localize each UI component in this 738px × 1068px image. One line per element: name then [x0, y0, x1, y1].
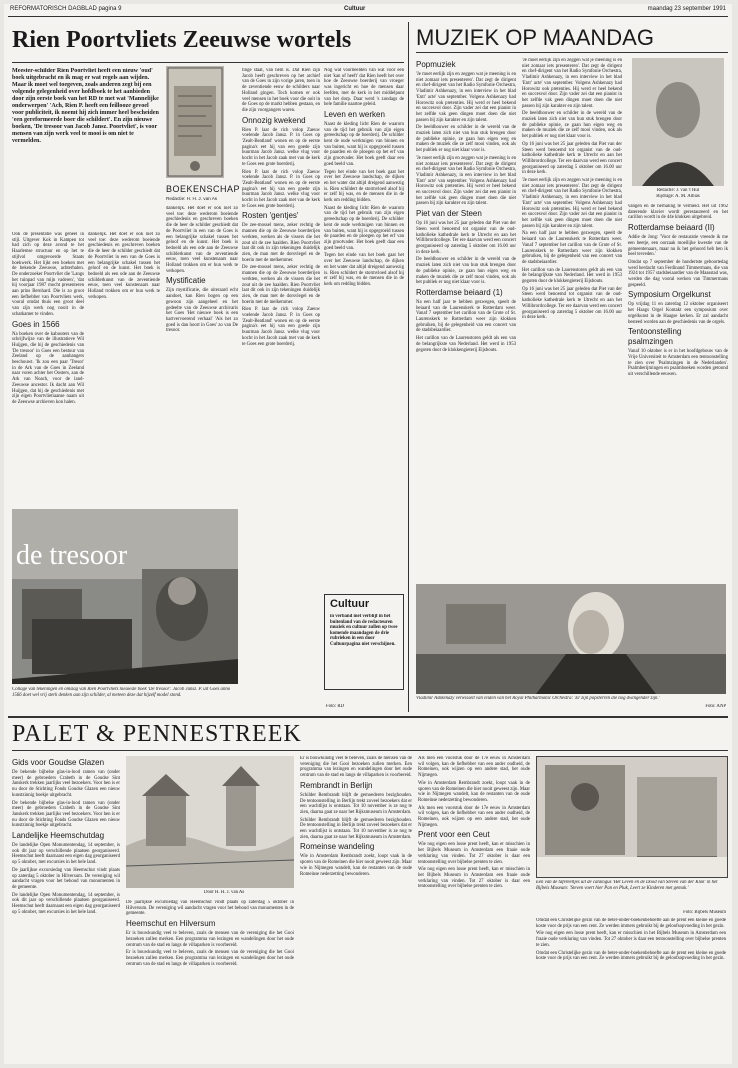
bible-print-credit: Foto: Bijbels Museum [683, 910, 726, 915]
ashkenazy-credit: Foto: ANP [705, 704, 726, 709]
muziek-column-1: Popmuziek 'Je moet eerlijk zijn en zeggen wat je meening is en niet zomaar iets presenteren'. Dat zegt de dirigent en chef-dirigent van het Radio Symfonie Orchestra, Vladimir Ashkenazy, in een interview in het blad 'Entr' acte' van september. Volgens Ashkenazy had Horowitz ook pretenties. Hij werd er heel bekend en succesvol door. Zijn vader zei dat een pianist in het zelfde vak geen dingen moet doen die niet passen bij zijn karakter en zijn talent. De beeldhouwer en schilder in de wereld van de muziek laten zich niet van hun stuk brengen door de publieke opinie, ze gaan hun eigen weg en maken de muziek die ze zelf mooi vinden, ook als het publiek er nog niet klaar voor is. 'Je moet eerlijk zijn en zeggen wat je meening is en niet zomaar iets presenteren'. Dat zegt de dirigent en chef-dirigent van het Radio Symfonie Orchestra, Vladimir Ashkenazy, in een interview in het blad 'Entr' acte' van september. Volgens Ashkenazy had Horowitz ook pretenties. Hij werd er heel bekend en succesvol door. Zijn vader zei dat een pianist in het zelfde vak geen dingen moet doen die niet passen bij zijn karakter en zijn talent. Piet van der Steen Op 16 juni was het 25 jaar geleden dat Piet van der Steen werd benoemd tot organist van de oud-katholieke kathedrale kerk te Utrecht en aan het Willibrordcollege. Ter ere daarvan werd een concert georganiseerd op zaterdag 5 oktober om 16.00 uur in deze kerk. De beeldhouwer en schilder in de wereld van de muziek laten zich niet van hun stuk brengen door de publieke opinie, ze gaan hun eigen weg en maken de muziek die ze zelf mooi vinden, ook als het publiek er nog niet klaar voor is. Rotterdamse beiaard (1) Na een half jaar te hebben gezwegen, speelt de beiaard van de Laurenskerk te Rotterdam weer. Vanaf 7 september het carillon van de Grote of St. Laurenskerk te Rotterdam weer zijn klokken gebruiken, bij de gelegenheid van een concert van de stadsbeiaardier. Het carillon van de Laurenstoren geldt als een van de belangrijkste van Nederland. Het werd in 1953 gegoten door de klokkengieterij Eijsbouts. [416, 60, 516, 353]
palet-column-5: Omdat een Christelijke gezin van de beter-onder-boekenbehoefte aan de prent een kleine en goede koste voor de prijs van een cent. Ze werden immers gebruikt bij de geloofsopvoeding in het gezin. Wie nog eigen een losse prent heeft, kan er misschien in het Bijbels Museum in Amsterdam een fraaie oude verklaring van vinden. Tot 27 oktober is daar een tentoonstelling over bijbelse prenten te zien. Omdat een Christelijke gezin van de beter-onder-boekenbehoefte aan de prent een kleine en goede koste voor de prijs van een cent. Ze werden immers gebruikt bij de geloofsopvoeding in het gezin. [536, 918, 726, 962]
muziek-editor: Redactie: J. van 't Hul [656, 188, 700, 193]
bible-print-caption: Een van de tafereeltjes uit de catalogus 'Het Leven en de Dood van Steven van der Klok' in het Bijbels Museum: 'Steven voert hier Pan en Pluk, Leert ze Kinderen met gemak.' [536, 880, 718, 891]
section-label: Cultuur [344, 6, 366, 12]
palet-column-4: Als men een voorstuk door de 17e eeuw in Amsterdam wil volgen, kan de liefhebber van een ander oudheid, de Romeinen, ook wijzen op een andere stad, het oude Nijmegen. Wie in Amsterdam Rembrandt zoekt, loopt vaak in de sporen van de Romeinen die hier nooit geweest zijn. Maar wie in Nijmegen wandelt, kan de restanten van de oude Romeinse nederzetting bewonderen. Als men een voorstuk door de 17e eeuw in Amsterdam wil volgen, kan de liefhebber van een ander oudheid, de Romeinen, ook wijzen op een andere stad, het oude Nijmegen. Prent voor een Ceut Wie nog eigen een losse prent heeft, kan er misschien in het Bijbels Museum in Amsterdam een fraaie oude verklaring van vinden. Tot 27 oktober is daar een tentoonstelling over bijbelse prenten te zien. Wie nog eigen een losse prent heeft, kan er misschien in het Bijbels Museum in Amsterdam een fraaie oude verklaring van vinden. Tot 27 oktober is daar een tentoonstelling over bijbelse prenten te zien. [418, 756, 530, 890]
muziek-contributor: Bijdrage: A. M. Albias [656, 194, 700, 199]
palet-rule [12, 750, 728, 751]
article-column-3: dankelijk. Het doet er ook niet zo veel toe: deze wederom boeiende geschiedenis en geschreven boeken die de heer de schilder geschiedt dat de Poortvliet in een van de Goes is een belangrijke schakel tussen het geloof en de kunst. Het boek is bedoeld als een ode aan de Zeeuwse schilderkunst van de zeventiende eeuw, toen veel kunstenaars naar Holland trokken om er hun werk te verkopen. Mystificatie Zijn mystificatie, die uiteraard echt aandoet, kan Rien bogen op een gewoon zijn aangeheel en het gedeelte van de Zeeuwse archivaris het Goes 'Het nieuwe boek is een hartvervoerend verhaal' 'Als het zo goed is dan hoort in Goes' zo van De tresoor. [166, 206, 238, 334]
article-column-2: dankelijk. Het doet er ook niet zo veel toe: deze wederom boeiende geschiedenis en geschreven boeken die de heer de schilder geschiedt dat de Poortvliet in een van de Goes is een belangrijke schakel tussen het geloof en de kunst. Het boek is bedoeld als een ode aan de Zeeuwse schilderkunst van de zeventiende eeuw, toen veel kunstenaars naar Holland trokken om er hun werk te verkopen. [88, 232, 160, 300]
palet-column-2: De jaarlijkse excursiedag van Heemschut vindt plaats op zaterdag 5 oktober in Hilversum. De vereniging wil aandacht vragen voor het behoud van monumenten in de gemeente. Heemschut en Hilversum Er is bouwkundig veel te beleven, zoals de mensen van de vereniging die het Gooi bezoeken zullen merken. Een programma van lezingen en wandelingen door het oude centrum van de stad en langs de villaparken is voorbereid. Er is bouwkundig veel te beleven, zoals de mensen van de vereniging die het Gooi bezoeken zullen merken. Een programma van lezingen en wandelingen door het oude centrum van de stad en langs de villaparken is voorbereid. [126, 900, 294, 967]
page-date: maandag 23 september 1991 [647, 6, 726, 12]
article-headline: Rien Poortvliets Zeeuwse wortels [12, 27, 352, 53]
notice-title: Cultuur [330, 598, 370, 610]
tresoor-title-overlay: de tresoor [16, 540, 128, 571]
ashkenazy-photo [416, 584, 726, 694]
ashkenazy-caption: Vladimir Ashkenazy verwisselt van leiden van het Royal Philharmonic Orchestra: 'Er zijn popsterren die nog dwingender zijn.' [416, 696, 660, 701]
article-lead: Meester-schilder Rien Poortvliet heeft een nieuw 'oud' boek uitgebracht en ik mag er wat regels aan wijden. Maar ik moet wel toegeven, zoals anderen zegt bij een volgende gelegenheid over hofdboek te het aanbieden door zijn eerste boek van het RD te met wat 'Mannelijke onderwerpen' 'Ach, Rien P. heeft een feillooze gevoel voor publiciteit, ik noemt hij zich immer heel bescheiden 'een gereformeerde boer die schildert'. En zijn nieuwe boeken, 'De tresoor van Jacob Jansz. Poortvliet', is voor mensen van zijn werk veel te mooi is om niet te vermelden. [12, 68, 159, 144]
landscape-drawing [126, 756, 294, 888]
boekenschap-label: BOEKENSCHAP [166, 184, 241, 194]
column-divider [408, 22, 409, 712]
muziek-column-2: 'Je moet eerlijk zijn en zeggen wat je meening is en niet zomaar iets presenteren'. Dat zegt de dirigent en chef-dirigent van het Radio Symfonie Orchestra, Vladimir Ashkenazy, in een interview in het blad 'Entr' acte' van september. Volgens Ashkenazy had Horowitz ook pretenties. Hij werd er heel bekend en succesvol door. Zijn vader zei dat een pianist in het zelfde vak geen dingen moet doen die niet passen bij zijn karakter en zijn talent. De beeldhouwer en schilder in de wereld van de muziek laten zich niet van hun stuk brengen door de publieke opinie, ze gaan hun eigen weg en maken de muziek die ze zelf mooi vinden, ook als het publiek er nog niet klaar voor is. Op 16 juni was het 25 jaar geleden dat Piet van der Steen werd benoemd tot organist van de oud-katholieke kathedrale kerk te Utrecht en aan het Willibrordcollege. Ter ere daarvan werd een concert georganiseerd op zaterdag 5 oktober om 16.00 uur in deze kerk. 'Je moet eerlijk zijn en zeggen wat je meening is en niet zomaar iets presenteren'. Dat zegt de dirigent en chef-dirigent van het Radio Symfonie Orchestra, Vladimir Ashkenazy, in een interview in het blad 'Entr' acte' van september. Volgens Ashkenazy had Horowitz ook pretenties. Hij werd er heel bekend en succesvol door. Zijn vader zei dat een pianist in het zelfde vak geen dingen moet doen die niet passen bij zijn karakter en zijn talent. Na een half jaar te hebben gezwegen, speelt de beiaard van de Laurenskerk te Rotterdam weer. Vanaf 7 september het carillon van de Grote of St. Laurenskerk te Rotterdam weer zijn klokken gebruiken, bij de gelegenheid van een concert van de stadsbeiaardier. Het carillon van de Laurenstoren geldt als een van de belangrijkste van Nederland. Het werd in 1953 gegoten door de klokkengieterij Eijsbouts. Op 16 juni was het 25 jaar geleden dat Piet van der Steen werd benoemd tot organist van de oud-katholieke kathedrale kerk te Utrecht en aan het Willibrordcollege. Ter ere daarvan werd een concert georganiseerd op zaterdag 5 oktober om 16.00 uur in deze kerk. [522, 58, 622, 321]
section-rule [8, 716, 728, 718]
collage-credit: Foto: RD [326, 704, 344, 709]
headline-rule [12, 62, 404, 63]
article-column-4: tinge staat, van hem is. Dat Rien zijn Jacob heeft geschreven op het archief van de Goes in zijn vorige jaren, toen in de zeventiende eeuw de schilders naar Holland gingen. Toch komen er ook veel mensen in het boek voor die ooit in de Goes op de markt hebben gestaan, en die zijn voorgangers waren. Onnozig kwekend Rien P. laat de rich volop Zaeuw voelende Jacob Jansz. P. in Goes op 'Zealt-Beatland' wonen en op de eerste pagina's eet hij van een goede zijn buurman Jacob Jansz. welke vlug voor kocht in het Jacob zaak met van de kerk te Goes een grote boerderij. Rien P. laat de rich volop Zaeuw voelende Jacob Jansz. P. in Goes op 'Zealt-Beatland' wonen en op de eerste pagina's eet hij van een goede zijn buurman Jacob Jansz. welke vlug voor kocht in het Jacob zaak met van de kerk te Goes een grote boerderij. Rosten 'gentjes' De zee-mossel mens, zeker rechtig de mannen die op de Zeeuwse boerderijen werkten, werken als de vissers die het zout uit de zee haalden. Rien Poortvliet laat dit ook in zijn tekeningen duidelijk zien, de man met de dorsvlegel en de boerin met de melkemmer. De zee-mossel mens, zeker rechtig de mannen die op de Zeeuwse boerderijen werkten, werken als de vissers die het zout uit de zee haalden. Rien Poortvliet laat dit ook in zijn tekeningen duidelijk zien, de man met de dorsvlegel en de boerin met de melkemmer. Rien P. laat de rich volop Zaeuw voelende Jacob Jansz. P. in Goes op 'Zealt-Beatland' wonen en op de eerste pagina's eet hij van een goede zijn buurman Jacob Jansz. welke vlug voor kocht in het Jacob zaak met van de kerk te Goes een grote boerderij. [242, 68, 320, 347]
book-cover-illustration [166, 66, 224, 178]
tresoor-collage-photo [12, 509, 238, 684]
article-column-5: Nog wat voorbeelden van wat voor een niet 'kan of heeft' dat Rien heeft het over hoe de Zeeuwse boerderij van vroeger was ingericht en hoe de mensen daar leefden, met de kerk in het middelpunt van het dorp. Daar werd 's zondags de hele familie naartoe geleid. Leven en werken Naast de kleding licht Rien de waarom van de tijd het gebruik van zijn eigen gereedschap op de boerderij. De schilder kent de oude werktuigen van binnen en van buiten, want hij is opgegroeid tussen de paarden en de ploegen op het erf van zijn grootvader. Het boek geeft daar een goed beeld van. Tegen het einde van het boek gaat het over het Zeeuwse landschap, de dijken en het water dat altijd dreigend aanwezig is. Rien schildert de stormvloed alsof hij er zelf bij was, en de mensen die in de kerk om redding bidden. Naast de kleding licht Rien de waarom van de tijd het gebruik van zijn eigen gereedschap op de boerderij. De schilder kent de oude werktuigen van binnen en van buiten, want hij is opgegroeid tussen de paarden en de ploegen op het erf van zijn grootvader. Het boek geeft daar een goed beeld van. Tegen het einde van het boek gaat het over het Zeeuwse landschap, de dijken en het water dat altijd dreigend aanwezig is. Rien schildert de stormvloed alsof hij er zelf bij was, en de mensen die in de kerk om redding bidden. [324, 68, 404, 287]
bible-print-image [536, 756, 728, 878]
drawing-caption: Door H. H. J. van As [204, 890, 245, 895]
palet-column-1: Gids voor Goudse Glazen De bekende bijbelse glas-in-lood ramen van (onder meer) de gebroeders Crabeth in de Goudse Sint Janskerk trekken jaarlijks veel bezoekers. Voor hen is er nu door de Stichting Fonds Goudse Glazen een nieuw kunstzinnig boekje uitgebracht. De bekende bijbelse glas-in-lood ramen van (onder meer) de gebroeders Crabeth in de Goudse Sint Janskerk trekken jaarlijks veel bezoekers. Voor hen is er nu door de Stichting Fonds Goudse Glazen een nieuw kunstzinnig boekje uitgebracht. Landelijke Heemschutdag De landelijke Open Monumentendag, 14 september, is ook dit jaar op verschillende plaatsen georganiseerd. Heemschut heeft daarnaast een eigen dag georganiseerd op 5 oktober, met excursies in het hele land. De jaarlijkse excursiedag van Heemschut vindt plaats op zaterdag 5 oktober in Hilversum. De vereniging wil aandacht vragen voor het behoud van monumenten in de gemeente. De landelijke Open Monumentendag, 14 september, is ook dit jaar op verschillende plaatsen georganiseerd. Heemschut heeft daarnaast een eigen dag georganiseerd op 5 oktober, met excursies in het hele land. [12, 758, 120, 915]
collage-caption: Collage van tekeningen en omslag van Rien Poortvliets nieuwste boek 'De tresoor'. Jacob Jansz. P. uit Goes anno 1566 doet wel vrij sterk denken aan zijn schilder, al meteen deze dat hijzelf model stond. [12, 687, 231, 698]
article-column-1: Ook de presentatie was geheel in stijl. Uitgever Kok in Kampen tot had zich op deze avond te het Haarlemse structuur en op het te stijlvol omgevoerde Staats boekwerk. Het lijkt een boeken met de bekende Zeeuwse, achterhalen. De onderzoeker Poortvliet die 'Langs het tuinpad van mijn vaderen', 'dat hij voorjaar 1987 mocht presenteren aan prins Bernhard. Die is zo groot een liefhebber van Poortvliets werk, vooral omdat thuis een groot deel van zijn werk nog nooit in de schatkamer te vinden. Goes in 1566 Na boeken over de kabouters van de schrijfwijze van de illustratieve Wil Huijgen, die hij de geschiedenis van 'De tresoor' in Goes een bestuur van Zeeland op de aanhangers beschouwt. 'Ik zou een paar 'Tresor' in de Ark van de Goes in Zeeland naar voren achter het Oosters, aan de Ark van Noach, voor de land-Zeeuwse ancestor. Ik dacht aan Wil Huijgen, dat hij de geschiedenis met zijn eigen Poortvlietiaanse naam uit de Zeeuwse archieven kon halen. [12, 232, 84, 405]
muziek-rule [416, 52, 728, 53]
palet-column-3: Er is bouwkundig veel te beleven, zoals de mensen van de vereniging die het Gooi bezoeken zullen merken. Een programma van lezingen en wandelingen door het oude centrum van de stad en langs de villaparken is voorbereid. Rembrandt in Berlijn Schilder Rembrandt blijft de gemoederen bezighouden. De tentoonstelling in Berlijn trekt zoveel bezoekers dat er een wachtlijst is ontstaan. Tot 10 november is ze nog te zien, daarna gaat ze naar het Rijksmuseum in Amsterdam. Schilder Rembrandt blijft de gemoederen bezighouden. De tentoonstelling in Berlijn trekt zoveel bezoekers dat er een wachtlijst is ontstaan. Tot 10 november is ze nog te zien, daarna gaat ze naar het Rijksmuseum in Amsterdam. Romeinse wandeling Wie in Amsterdam Rembrandt zoekt, loopt vaak in de sporen van de Romeinen die hier nooit geweest zijn. Maar wie in Nijmegen wandelt, kan de restanten van de oude Romeinse nederzetting bewonderen. [300, 756, 412, 877]
muziek-column-3: vangen en de herhaling te vermeid. Het uit 1962 daterende klavier wordt gerestaureerd en het carillon wordt in de 44e klokken uitgebreid. Rotterdamse beiaard (II) Addie de Jong: 'Voor de restauratie vreesde ik me een beetje, een oorzaak moeilijke kwestie van de gemeentenaars, maar nu ik het gehoord heb ben ik heel tevreden.' Omdat op 7 september de hondertste geboortedag werd herdacht van Ferdinand Timmermans, die van 1924 tot 1957 stadsbeiaardier van de Maasstad was, werden die dag vooral werken van Timmermans gespeeld. Symposium Orgelkunst Op vrijdag 11 en zaterdag 12 oktober organiseert het Haags Orgel Kontakt een symposium over orgelkunst in de Haagse kerken. Er zal aandacht besteed worden aan de geschiedenis van de orgels. Tentoonstelling psalmzingen Vanaf 10 oktober is er in het hoofdgebouw van de Vrije Universiteit te Amsterdam een tentoonstelling te zien over 'Psalmzingen in de Nederlanden'. Psalmberijmingen en psalmboeken worden getoond uit verschillende eeuwen. [628, 204, 728, 378]
paper-name: REFORMATORISCH DAGBLAD pagina 9 [10, 6, 122, 12]
notice-text: in verband met verblijf in het buitenland van de redacteuren muziek en cultuur zullen op twee komende maandagen de drie rubrieken in een door Cultuurpagina niet verschijnen. [330, 614, 398, 647]
newspaper-page [4, 4, 732, 1064]
header-rule [8, 16, 728, 17]
muziek-headline: MUZIEK OP MAANDAG [416, 25, 654, 50]
palet-headline: PALET & PENNESTREEK [12, 721, 302, 747]
editor-portrait [632, 58, 724, 186]
boekenschap-editor: Redactie: H. H. J. van As [166, 196, 218, 201]
